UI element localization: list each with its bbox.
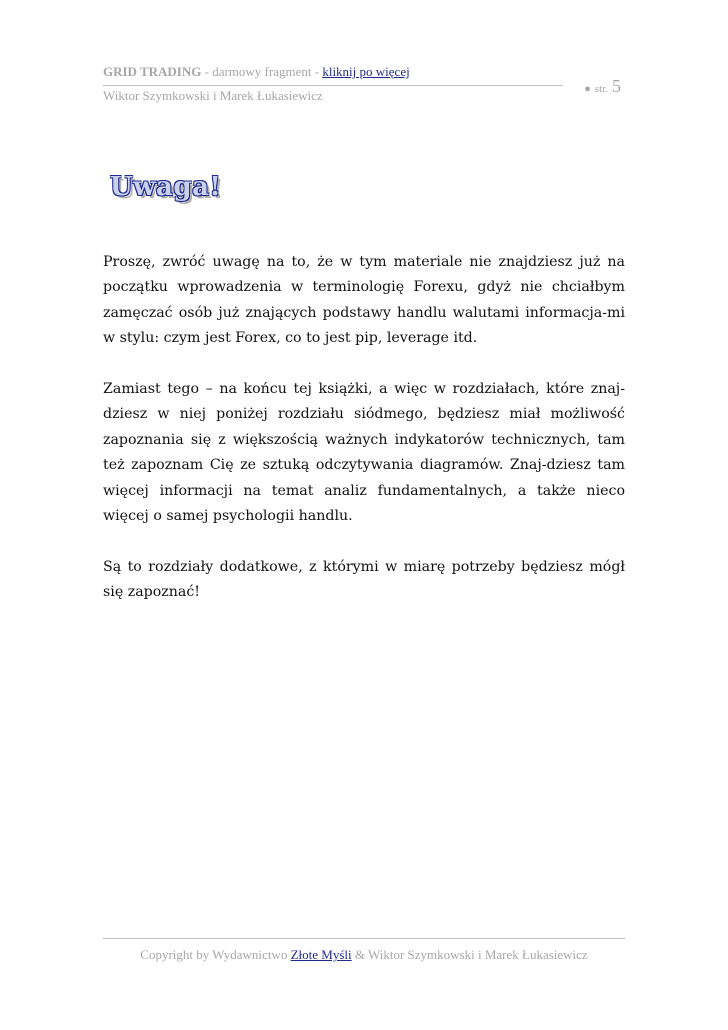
copyright-prefix: Copyright by Wydawnictwo: [140, 947, 291, 962]
page-label: str.: [594, 83, 608, 95]
section-heading: Uwaga!: [110, 172, 222, 202]
paragraph: Zamiast tego – na końcu tej książki, a więc w rozdziałach, które znaj-dziesz w niej poniżej rozdziału siódmego, będziesz miał możliwość zapoznania się z większością ważnych indykatorów technicznych, tam też zapoznam Cię ze sztuką odczytywania diagramów. Znaj-dziesz tam więcej informacji na temat analiz fundamentalnych, a także nieco więcej o samej psychologii handlu.: [103, 381, 625, 525]
copyright-suffix: & Wiktor Szymkowski i Marek Łukasiewicz: [351, 947, 588, 962]
paragraph: Są to rozdziały dodatkowe, z którymi w miarę potrzeby będziesz mógł się zapoznać!: [103, 558, 625, 601]
bullet-icon: ●: [584, 83, 591, 95]
page-footer: [103, 947, 625, 963]
paragraph: Proszę, zwróć uwagę na to, że w tym materiale nie znajdziesz już na początku wprowadzenia w terminologię Forexu, gdyż nie chciałbym zamęczać osób już znających podstawy handlu walutami informacja-mi w stylu: czym jest Forex, co to jest pip, leverage itd.: [103, 254, 625, 347]
header-separator: -: [201, 64, 213, 79]
header-separator: -: [311, 64, 323, 79]
page-number-value: 5: [612, 76, 621, 96]
more-link[interactable]: kliknij po więcej: [322, 64, 410, 79]
footer-divider: [103, 938, 625, 939]
book-title: GRID TRADING: [103, 64, 202, 79]
header-subtitle: darmowy fragment: [212, 64, 312, 79]
header-title-line: [103, 64, 625, 80]
page-header: [103, 64, 625, 103]
page-number: [584, 76, 621, 97]
header-authors: Wiktor Szymkowski i Marek Łukasiewicz: [103, 88, 323, 103]
header-divider: [103, 85, 563, 86]
body-text: [103, 250, 625, 631]
publisher-link[interactable]: Złote Myśli: [290, 947, 352, 962]
